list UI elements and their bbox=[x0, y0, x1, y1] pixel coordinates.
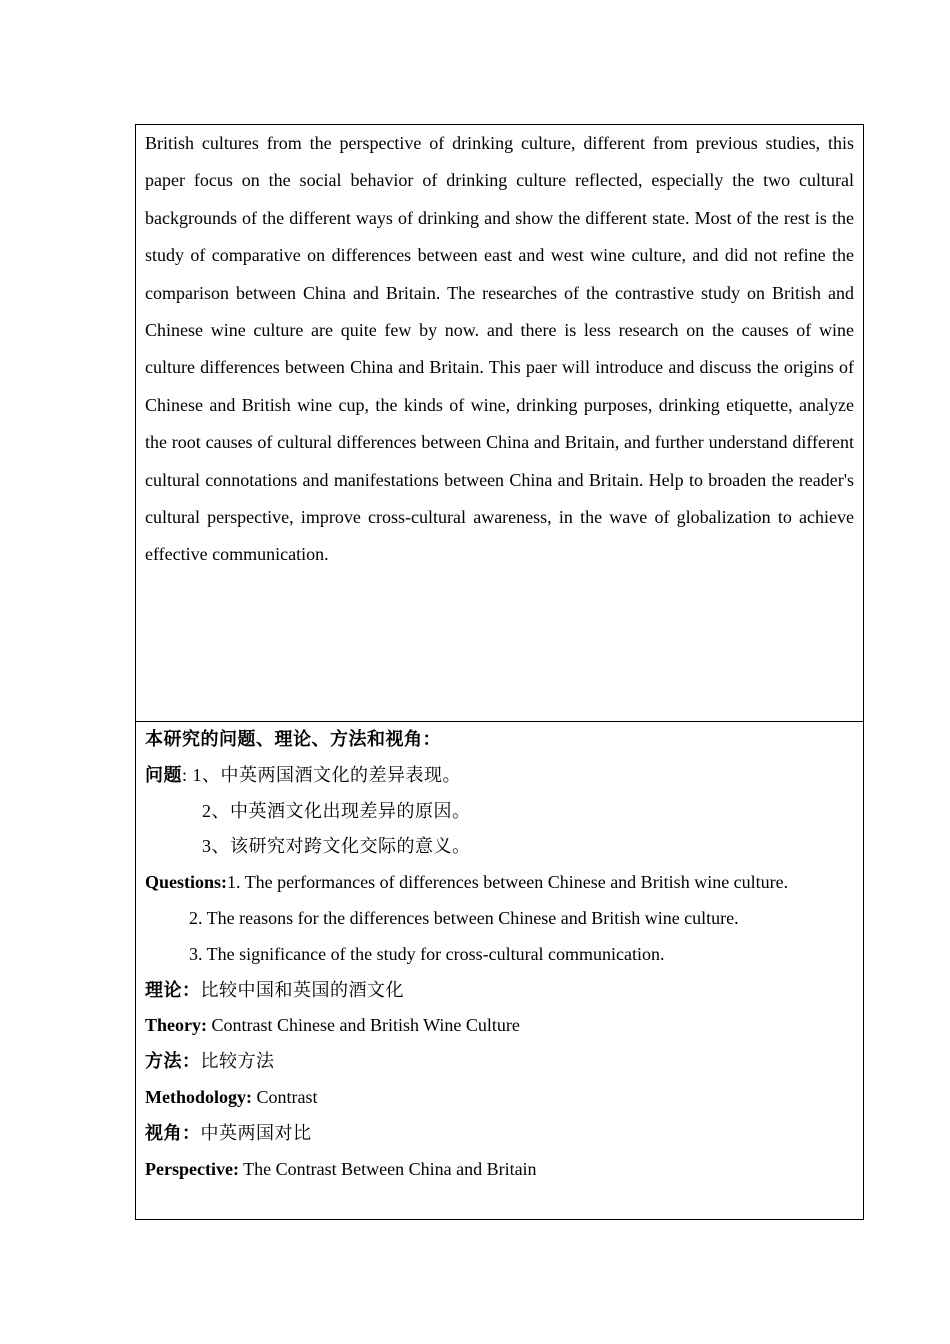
perspective-en-value: The Contrast Between China and Britain bbox=[238, 1158, 537, 1179]
research-cell bbox=[136, 722, 863, 1219]
abstract-paragraph: British cultures from the perspective of drinking culture, different from previous studies, this paper focus on the social behavior of drinking culture reflected, especially the two cultural backgrounds of the different ways of drinking and show the different state. Most of the rest is the study of comparative on differences between east and west wine culture, and did not refine the comparison between China and Britain. The researches of the contrastive study on British and Chinese wine culture are quite few by now. and there is less research on the causes of wine culture differences between China and Britain. This paer will introduce and discuss the origins of Chinese and British wine cup, the kinds of wine, drinking purposes, drinking etiquette, analyze the root causes of cultural differences between China and Britain, and further understand different cultural connotations and manifestations between China and Britain. Help to broaden the reader's cultural perspective, improve cross-cultural awareness, in the wave of globalization to achieve effective communication. bbox=[145, 133, 854, 565]
questions-cn-item: 1、中英两国酒文化的差异表现。 bbox=[192, 764, 462, 785]
method-en-value: Contrast bbox=[252, 1086, 318, 1107]
method-en-line bbox=[145, 1080, 854, 1116]
questions-cn-line-2: 2、中英酒文化出现差异的原因。 bbox=[202, 800, 471, 821]
research-heading: 本研究的问题、理论、方法和视角： bbox=[145, 729, 441, 749]
method-en-label: Methodology: bbox=[145, 1086, 252, 1107]
questions-cn-label: 问题 bbox=[145, 764, 182, 785]
theory-cn-label: 理论： bbox=[145, 979, 201, 1000]
theory-en-line bbox=[145, 1008, 854, 1044]
abstract-cell bbox=[136, 125, 863, 722]
questions-en-line-2: 2. The reasons for the differences between Chinese and British wine culture. bbox=[189, 907, 739, 928]
questions-cn-line-1 bbox=[145, 758, 854, 794]
method-cn-label: 方法： bbox=[145, 1051, 201, 1072]
questions-en-line-3: 3. The significance of the study for cross-cultural communication. bbox=[189, 943, 665, 964]
questions-cn-separator: : bbox=[182, 764, 193, 785]
perspective-en-line bbox=[145, 1152, 854, 1188]
method-cn-value: 比较方法 bbox=[200, 1051, 275, 1072]
method-cn-line bbox=[145, 1044, 854, 1080]
theory-cn-line bbox=[145, 973, 854, 1009]
perspective-cn-line bbox=[145, 1116, 854, 1152]
perspective-cn-value: 中英两国对比 bbox=[200, 1122, 312, 1143]
questions-en-line-1 bbox=[145, 865, 854, 901]
perspective-cn-label: 视角： bbox=[145, 1122, 201, 1143]
questions-en-item: 1. The performances of differences between Chinese and British wine culture. bbox=[227, 872, 789, 893]
questions-en-label: Questions: bbox=[145, 872, 228, 893]
theory-cn-value: 比较中国和英国的酒文化 bbox=[200, 979, 404, 1000]
theory-en-value: Contrast Chinese and British Wine Culture bbox=[207, 1015, 520, 1036]
perspective-en-label: Perspective: bbox=[145, 1158, 239, 1179]
theory-en-label: Theory: bbox=[145, 1015, 207, 1036]
document-table bbox=[135, 124, 864, 1220]
questions-cn-line-3: 3、该研究对跨文化交际的意义。 bbox=[202, 836, 471, 857]
